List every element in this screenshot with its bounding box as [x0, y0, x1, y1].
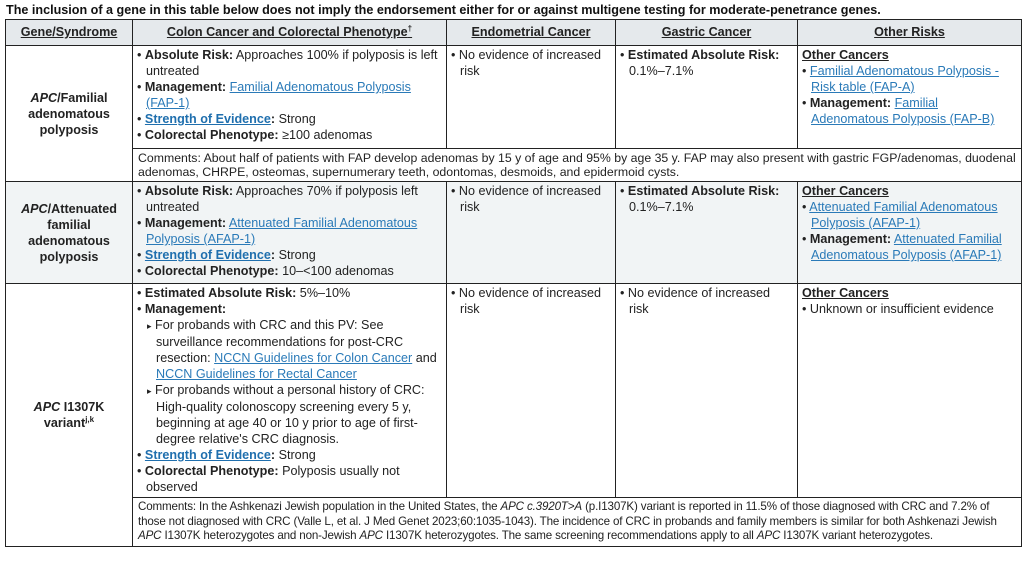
other-risks-cell: [798, 284, 1022, 498]
strength-of-evidence-link[interactable]: Strength of Evidence: [144, 248, 271, 262]
list-item: • Colorectal Phenotype: 10–<100 adenomas: [137, 264, 394, 278]
list-item: • Attenuated Familial Adenomatous Polyposis (AFAP-1): [802, 200, 998, 230]
colon-cell: [133, 46, 447, 149]
label: Estimated Absolute Risk:: [144, 286, 297, 300]
variant-name: I1307K variant: [43, 399, 105, 430]
gene-cell: [6, 46, 133, 182]
syndrome-name: /Attenuated familial adenomatous polyposis: [28, 201, 117, 264]
list-item: • Familial Adenomatous Polyposis - Risk table (FAP-A): [802, 64, 999, 94]
list-item: • Colorectal Phenotype: ≥100 adenomas: [137, 128, 373, 142]
list-item: • Estimated Absolute Risk: 5%–10%: [137, 286, 351, 300]
table-notice: The inclusion of a gene in this table below does not imply the endorsement either for or against multigene testing for moderate-penetrance genes.: [6, 3, 881, 17]
table-header-row: [6, 20, 1022, 46]
list-item: • Estimated Absolute Risk: 0.1%–7.1%: [620, 48, 780, 78]
gastric-cell: [616, 182, 798, 284]
colon-cell: [133, 182, 447, 284]
strength-of-evidence-link[interactable]: Strength of Evidence: [144, 112, 271, 126]
list-item: • Management: Attenuated Familial Adenomatous Polyposis (AFAP-1): [802, 232, 1002, 262]
sub-list-item: ▸ For probands with CRC and this PV: See surveillance recommendations for post-CRC resection: NCCN Guidelines for Colon Cancer and NCCN Guidelines for Rectal Cancer: [147, 318, 437, 381]
label: Management:: [144, 80, 227, 94]
list-item: • Absolute Risk: Approaches 70% if polyposis left untreated: [137, 184, 418, 214]
list-item: • Strength of Evidence: Strong: [137, 248, 316, 262]
value: Strong: [275, 112, 316, 126]
sub-list-item: ▸ For probands without a personal history of CRC: High-quality colonoscopy screening every 5 y, beginning at age 40 or 10 y prior to age of first-degree relative's CRC diagnosis.: [147, 383, 425, 446]
value: For probands without a personal history of CRC: High-quality colonoscopy screening every 5 y, beginning at age 40 or 10 y prior to age of first-degree relative's CRC diagnosis.: [155, 383, 425, 446]
management-link[interactable]: Attenuated Familial Adenomatous Polyposis (AFAP-1): [811, 232, 1002, 262]
endometrial-cell: [447, 46, 616, 149]
list-item: • Unknown or insufficient evidence: [802, 302, 994, 316]
list-item: • Management:: [137, 302, 227, 316]
table-row-afap: [6, 182, 1022, 284]
gastric-cell: [616, 46, 798, 149]
comment-cell: Comments: About half of patients with FAP develop adenomas by 15 y of age and 95% by age 35 y. FAP may also present with gastric FGP/adenomas, duodenal adenomas, CHRPE, osteomas, supernumerary teeth, odontomas, desmoids, and epidermoid cysts.: [133, 149, 1022, 182]
other-cancers-heading: Other Cancers: [802, 48, 889, 62]
label: Management:: [809, 232, 892, 246]
value: Approaches 70% if polyposis left untreated: [146, 184, 418, 214]
list-item: • Absolute Risk: Approaches 100% if polyposis is left untreated: [137, 48, 438, 78]
colon-cell: [133, 284, 447, 498]
label: Colorectal Phenotype:: [144, 264, 279, 278]
label: Management:: [144, 302, 227, 316]
list-item: • No evidence of increased risk: [451, 184, 602, 214]
management-link[interactable]: Familial Adenomatous Polyposis (FAP-1): [146, 80, 411, 110]
list-item: • Management: Attenuated Familial Adenomatous Polyposis (AFAP-1): [137, 216, 418, 246]
other-cancers-heading: Other Cancers: [802, 286, 889, 300]
list-item: • Management: Familial Adenomatous Polyposis (FAP-1): [137, 80, 411, 110]
list-item: • No evidence of increased risk: [451, 286, 602, 316]
risk-table-link[interactable]: Familial Adenomatous Polyposis - Risk table (FAP-A): [809, 64, 999, 94]
syndrome-name: /Familial adenomatous polyposis: [28, 90, 110, 137]
value: 0.1%–7.1%: [629, 200, 694, 214]
value: Strong: [275, 248, 316, 262]
management-link[interactable]: Attenuated Familial Adenomatous Polyposis (AFAP-1): [146, 216, 418, 246]
label: Colorectal Phenotype:: [144, 464, 279, 478]
strength-of-evidence-link[interactable]: Strength of Evidence: [144, 448, 271, 462]
endometrial-cell: [447, 182, 616, 284]
header-colon-cancer: [133, 20, 447, 46]
label: Management:: [809, 96, 892, 110]
list-item: • No evidence of increased risk: [451, 48, 602, 78]
header-endometrial: Endometrial Cancer: [447, 20, 616, 46]
value: 5%–10%: [296, 286, 351, 300]
comment-cell: Comments: In the Ashkenazi Jewish population in the United States, the APC c.3920T>A (p.I1307K) variant is reported in 11.5% of those diagnosed with CRC and 7.2% of those not diagnosed with CRC (Valle L, et al. J Med Genet 2023;60:1035-1043). The incidence of CRC in probands and family members is similar for both Ashkenazi Jewish APC I1307K heterozygotes and non-Jewish APC I1307K heterozygotes. The same screening recommendations apply to all APC I1307K variant heterozygotes.: [133, 498, 1022, 547]
value: Strong: [275, 448, 316, 462]
gene-cell: [6, 284, 133, 547]
management-link[interactable]: Familial Adenomatous Polyposis (FAP-B): [811, 96, 995, 126]
other-risks-cell: [798, 46, 1022, 149]
gene-cell: [6, 182, 133, 284]
header-colon-label: Colon Cancer and Colorectal Phenotype: [166, 25, 408, 39]
gene-name: APC: [21, 201, 48, 216]
value: 0.1%–7.1%: [629, 64, 694, 78]
value: ≥100 adenomas: [278, 128, 373, 142]
value: No evidence of increased risk: [627, 286, 771, 316]
colon-cancer-guidelines-link[interactable]: NCCN Guidelines for Colon Cancer: [214, 351, 413, 365]
list-item: • Strength of Evidence: Strong: [137, 448, 316, 462]
list-item: • No evidence of increased risk: [620, 286, 771, 316]
list-item: • Estimated Absolute Risk: 0.1%–7.1%: [620, 184, 780, 214]
footnote-marker: j,k: [85, 414, 95, 424]
value: No evidence of increased risk: [458, 286, 602, 316]
value: 10–<100 adenomas: [278, 264, 394, 278]
comment-row-fap: [6, 149, 1022, 182]
label: Absolute Risk:: [144, 184, 234, 198]
header-gastric: Gastric Cancer: [616, 20, 798, 46]
gastric-cell: [616, 284, 798, 498]
value: No evidence of increased risk: [458, 184, 602, 214]
comment-row-i1307k: [6, 498, 1022, 547]
list-item: • Strength of Evidence: Strong: [137, 112, 316, 126]
value: No evidence of increased risk: [458, 48, 602, 78]
other-risks-cell: [798, 182, 1022, 284]
value: For probands with CRC and this PV: See surveillance recommendations for post-CRC resection:: [155, 318, 404, 365]
label: Estimated Absolute Risk:: [627, 48, 780, 62]
label: Estimated Absolute Risk:: [627, 184, 780, 198]
gene-name: APC: [33, 399, 61, 414]
label: Absolute Risk:: [144, 48, 234, 62]
list-item: • Colorectal Phenotype: Polyposis usually not observed: [137, 464, 400, 494]
list-item: • Management: Familial Adenomatous Polyposis (FAP-B): [802, 96, 995, 126]
table-row-fap: [6, 46, 1022, 149]
value: Unknown or insufficient evidence: [809, 302, 994, 316]
label: Colorectal Phenotype:: [144, 128, 279, 142]
header-gene-syndrome: Gene/Syndrome: [6, 20, 133, 46]
value: Approaches 100% if polyposis is left untreated: [146, 48, 438, 78]
header-other-risks: Other Risks: [798, 20, 1022, 46]
gene-name: APC: [30, 90, 58, 105]
gene-risk-table: [5, 19, 1022, 547]
table-row-i1307k: [6, 284, 1022, 498]
value: Polyposis usually not observed: [146, 464, 400, 494]
rectal-cancer-guidelines-link[interactable]: NCCN Guidelines for Rectal Cancer: [156, 367, 357, 381]
other-cancers-heading: Other Cancers: [802, 184, 889, 198]
risk-link[interactable]: Attenuated Familial Adenomatous Polyposis (AFAP-1): [809, 200, 998, 230]
endometrial-cell: [447, 284, 616, 498]
footnote-marker: †: [407, 23, 413, 33]
label: Management:: [144, 216, 227, 230]
